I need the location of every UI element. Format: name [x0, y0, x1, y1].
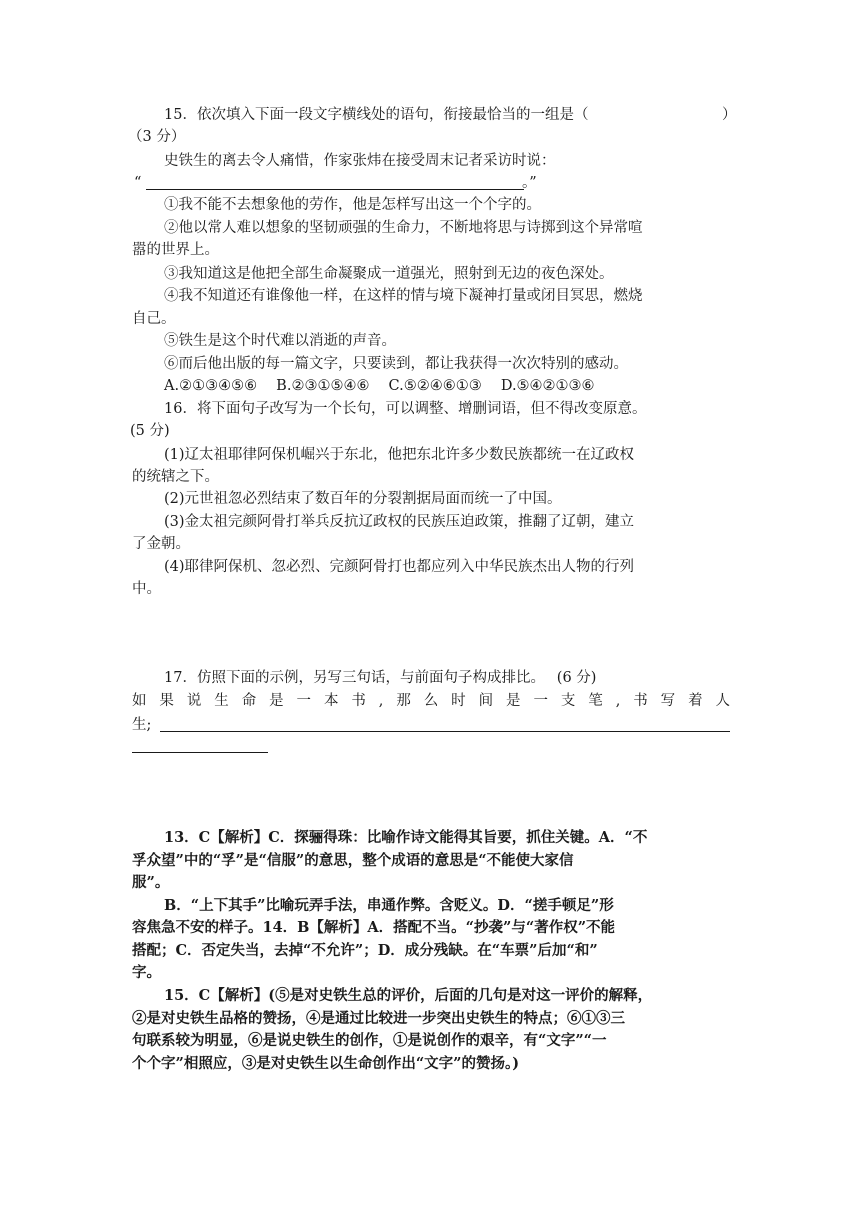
q17-example-char: 写 [660, 693, 676, 709]
q15-points: （3 分） [128, 129, 186, 145]
q15-options: A.②①③④⑤⑥ B.②③①⑤④⑥ C.⑤②④⑥①③ D.⑤④②①③⑥ [164, 378, 595, 394]
answer-13-line-4: B．“上下其手”比喻玩弄手法，串通作弊。含贬义。D．“搓手顿足”形 [164, 897, 614, 914]
q15-intro: 史铁生的离去令人痛惜，作家张炜在接受周末记者采访时说： [164, 153, 556, 169]
q16-points: (5 分) [130, 423, 170, 439]
q17-example-char: 果 [159, 693, 174, 709]
answer-15-line-4: 个个字”相照应，③是对史铁生以生命创作出“文字”的赞扬。) [132, 1055, 520, 1072]
q17-answer-line-1[interactable] [160, 731, 730, 732]
q17-example-char: 支 [560, 693, 576, 709]
answer-14-line-3: 字。 [132, 964, 161, 981]
q17-stem: 17．仿照下面的示例，另写三句话，与前面句子构成排比。 (6 分) [164, 670, 597, 686]
q17-example-char: 书 [351, 693, 366, 709]
q15-stem: 15．依次填入下面一段文字横线处的语句，衔接最恰当的一组是（ [164, 107, 589, 123]
q17-example-char: 是 [269, 693, 284, 709]
q17-example-char: 着 [688, 693, 703, 709]
answer-15-line-1: 15．C【解析】(⑤是对史铁生总的评价，后面的几句是对这一评价的解释， [164, 987, 653, 1004]
q17-example-char: 说 [186, 693, 202, 709]
answer-14-line-2: 搭配；C．否定失当，去掉“不允许”；D．成分残缺。在“车票”后加“和” [132, 942, 598, 959]
q16-item-4-cont: 中。 [132, 581, 161, 597]
answer-14-line-1: 容焦急不安的样子。14．B【解析】A．搭配不当。“抄袭”与“著作权”不能 [132, 919, 616, 936]
q17-example-char: 间 [478, 693, 494, 709]
q17-answer-line-2[interactable] [132, 752, 268, 753]
q17-example-char: 命 [241, 693, 257, 709]
q17-example-char: 时 [451, 693, 466, 709]
q16-item-3-cont: 了金朝。 [132, 536, 190, 552]
q16-item-4: (4)耶律阿保机、忽必烈、完颜阿骨打也都应列入中华民族杰出人物的行列 [164, 559, 635, 575]
q17-example-sentence [132, 692, 730, 710]
q15-quote-close: 。” [522, 175, 537, 191]
q16-stem: 16．将下面句子改写为一个长句，可以调整、增删词语，但不得改变原意。 [164, 401, 647, 417]
q15-sentence-4: ④我不知道还有谁像他一样，在这样的情与境下凝神打量或闭目冥思，燃烧 [164, 288, 643, 304]
q17-example-char: 本 [323, 693, 339, 709]
q17-example-char: 书 [633, 693, 648, 709]
q17-example-char: 生 [214, 693, 229, 709]
q15-quote-open: “ [134, 175, 142, 191]
q15-sentence-1: ①我不能不去想象他的劳作，他是怎样写出这一个个字的。 [164, 197, 541, 213]
q17-example-char: 如 [132, 693, 147, 709]
answer-15-line-2: ②是对史铁生品格的赞扬，④是通过比较进一步突出史铁生的特点；⑥①③三 [132, 1010, 625, 1027]
q17-example-end: 生; [132, 717, 152, 733]
q16-item-1-cont: 的统辖之下。 [132, 469, 219, 485]
answer-15-line-3: 句联系较为明显，⑥是说史铁生的创作，①是说创作的艰辛，有“文字”“一 [132, 1032, 607, 1049]
q17-example-char: 是 [506, 693, 521, 709]
q17-example-char: 一 [533, 693, 548, 709]
q16-item-3: (3)金太祖完颜阿骨打举兵反抗辽政权的民族压迫政策，推翻了辽朝，建立 [164, 514, 635, 530]
q15-stem-close: ） [722, 107, 737, 123]
q17-example-char: 么 [423, 693, 439, 709]
q17-example-char: , [378, 693, 384, 709]
q15-blank-line[interactable] [146, 189, 524, 190]
answer-13-line-2: 孚众望”中的“孚”是“信服”的意思，整个成语的意思是“不能使大家信 [132, 852, 574, 869]
q17-example-char: 人 [715, 693, 730, 709]
q15-sentence-3: ③我知道这是他把全部生命凝聚成一道强光，照射到无边的夜色深处。 [164, 266, 614, 282]
q16-item-1: (1)辽太祖耶律阿保机崛兴于东北，他把东北许多少数民族都统一在辽政权 [164, 447, 635, 463]
q17-example-char: 那 [396, 693, 411, 709]
q15-sentence-5: ⑤铁生是这个时代难以消逝的声音。 [164, 333, 396, 349]
q15-sentence-2: ②他以常人难以想象的坚韧顽强的生命力，不断地将思与诗掷到这个异常喧 [164, 220, 643, 236]
q15-sentence-6: ⑥而后他出版的每一篇文字，只要读到，都让我获得一次次特别的感动。 [164, 356, 628, 372]
q17-example-char: 一 [296, 693, 312, 709]
q17-example-char: 笔 [588, 693, 603, 709]
answer-13-line-1: 13．C【解析】C．探骊得珠：比喻作诗文能得其旨要，抓住关键。A．“不 [164, 829, 648, 846]
answer-13-line-3: 服”。 [132, 874, 170, 891]
q17-example-char: , [615, 693, 621, 709]
q15-sentence-2-cont: 嚣的世界上。 [132, 242, 219, 258]
q15-sentence-4-cont: 自己。 [132, 311, 176, 327]
q16-item-2: (2)元世祖忽必烈结束了数百年的分裂割据局面而统一了中国。 [164, 491, 562, 507]
